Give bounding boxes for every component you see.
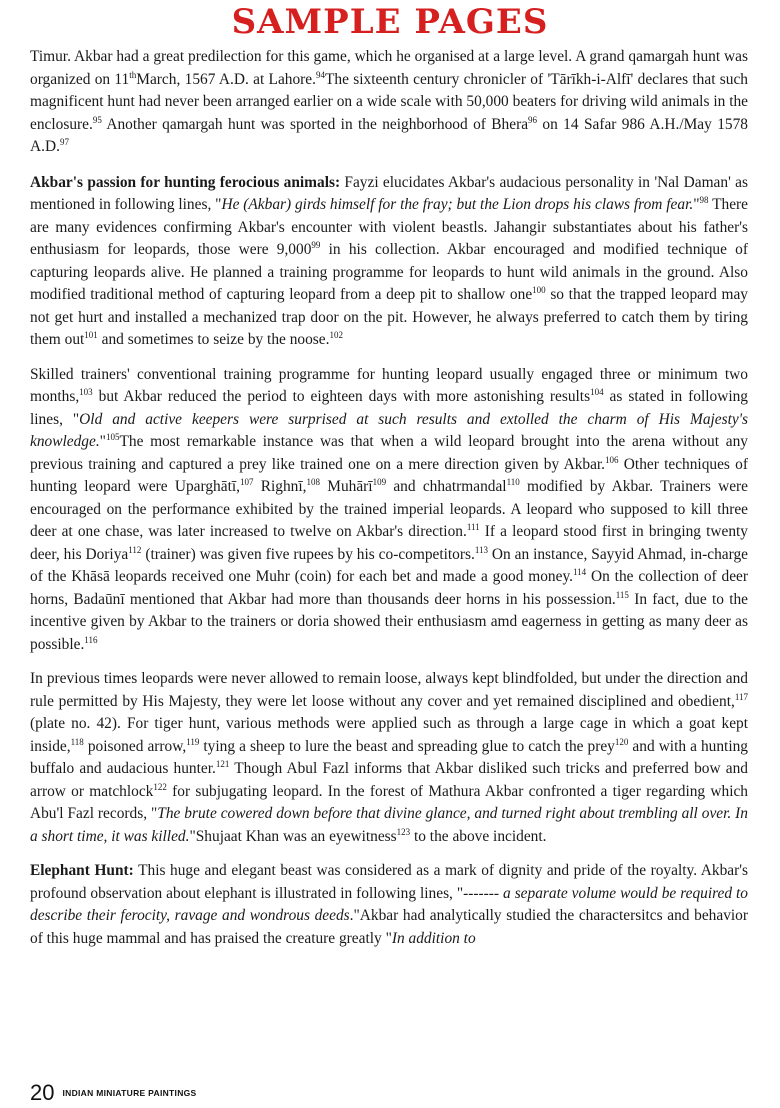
footnote-ref: 104 <box>590 386 604 397</box>
paragraph-tiger-hunt <box>30 668 748 848</box>
footnote-ref: 96 <box>528 114 538 125</box>
text-run: The most remarkable instance was that when a wild leopard brought into the arena without any previous training and captured a prey like trained one on a mere direction given by Akbar. <box>30 433 748 473</box>
footnote-ref: 98 <box>699 194 709 205</box>
text-run: Another qamargah hunt was sported in the neighborhood of Bhera <box>101 115 529 133</box>
section-lead: Elephant Hunt: <box>30 862 134 879</box>
footnote-ref: 106 <box>605 454 619 465</box>
section-lead: Akbar's passion for hunting ferocious animals: <box>30 173 341 191</box>
text-run: poisoned arrow, <box>83 737 187 755</box>
paragraph-elephant-hunt <box>30 860 748 950</box>
footnote-ref: 95 <box>92 114 102 125</box>
text-run: and with a hunting buffalo and audacious hunter. <box>30 737 748 777</box>
paragraph-leopard-training <box>30 364 748 657</box>
paragraph-qamargah-hunt <box>30 46 748 159</box>
ordinal-suffix: th <box>129 69 137 80</box>
footnote-ref: 110 <box>506 476 520 487</box>
footnote-ref: 105 <box>105 431 120 442</box>
text-run: tying a sheep to lure the beast and spreading glue to catch the prey <box>199 737 615 755</box>
text-run: In previous times leopards were never allowed to remain loose, always kept blindfolded, but under the direction and rule permitted by His Majesty, they were let loose without any cover and yet remained disciplined and obedient, <box>30 670 748 710</box>
text-run: In fact, due to the incentive given by Akbar to the trainers or doria showed their enthusiasm amd eagerness in getting as many deer as possible. <box>30 590 749 653</box>
footnote-ref: 120 <box>614 736 629 747</box>
sample-pages-banner: SAMPLE PAGES <box>231 2 549 42</box>
footnote-ref: 107 <box>239 476 254 487</box>
text-run: for subjugating leopard. In the forest of Mathura Akbar confronted a tiger regarding which Abu'l Fazl records, " <box>30 782 748 822</box>
footnote-ref: 121 <box>215 758 230 769</box>
text-run: but Akbar reduced the period to eighteen days with more astonishing results <box>92 388 591 405</box>
text-run: Skilled trainers' conventional training programme for hunting leopard usually engaged three or minimum two months, <box>30 365 748 405</box>
text-run: (plate no. 42). For tiger hunt, various methods were applied such as through a large cage in which a goat kept inside, <box>30 715 748 755</box>
text-run: The sixteenth century chronicler of 'Tārīkh-i-Alfī' declares that such magnificent hunt had never been arranged earlier on a wide scale with 50,000 beaters for driving wild animals in the enclosure. <box>30 70 749 133</box>
quotation: Old and active keepers were surprised at such results and extolled the charm of His Majesty's knowledge. <box>30 410 749 450</box>
quotation: The brute cowered down before that divine glance, and turned right about trembling all over. In a short time, it was killed. <box>30 805 748 845</box>
footnote-ref: 112 <box>128 544 142 555</box>
footnote-ref: 109 <box>372 476 387 487</box>
text-run: Righnī, <box>253 478 307 495</box>
running-book-title: INDIAN MINIATURE PAINTINGS <box>62 1088 197 1098</box>
text-run: " <box>693 196 700 213</box>
footnote-ref: 97 <box>59 136 69 147</box>
text-run: on 14 Safar 986 A.H./May 1578 A.D. <box>30 115 748 155</box>
text-run: so that the trapped leopard may not get hurt and installed a mechanized trap door on the pit. However, he always preferred to catch them by tiring them out <box>30 286 748 348</box>
text-run: Other techniques of hunting leopard were Uparghātī, <box>30 455 749 495</box>
footnote-ref: 101 <box>84 329 98 340</box>
text-run: There are many evidences confirming Akbar's encounter with violent beastls. Jahangir substantiates about his father's enthusiasm for leopards, those were 9,000 <box>30 196 748 258</box>
text-run: On the collection of deer horns, Badaūnī mentioned that Akbar had more than thousands deer horns in his possession. <box>30 568 749 608</box>
footnote-ref: 113 <box>474 544 489 555</box>
text-run: Muhārī <box>320 478 373 495</box>
footnote-ref: 103 <box>79 386 93 397</box>
text-run: ."Akbar had analytically studied the charactersitcs and behavior of this huge mammal and has praised the creature greatly " <box>30 907 748 947</box>
footnote-ref: 118 <box>70 736 84 747</box>
body-text <box>30 46 748 962</box>
text-run: If a leopard stood first in bringing twenty deer, his Doriya <box>30 523 748 563</box>
text-run: " <box>99 433 106 450</box>
text-run: (trainer) was given five rupees by his co-competitors. <box>141 545 475 563</box>
footnote-ref: 111 <box>466 521 480 532</box>
footnote-ref: 115 <box>615 589 629 600</box>
text-run: This huge and elegant beast was considered as a mark of dignity and pride of the royalty. Akbar's profound observation about elephant is illustrated in following lines, " <box>30 862 748 902</box>
footnote-ref: 100 <box>532 284 546 295</box>
text-run: March, 1567 A.D. at Lahore. <box>136 70 316 88</box>
paragraph-ferocious-animals <box>30 172 748 352</box>
text-run: Though Abul Fazl informs that Akbar disliked such tricks and preferred bow and arrow or matchlock <box>30 760 748 800</box>
text-run: and sometimes to seize by the noose. <box>97 331 330 348</box>
footnote-ref: 122 <box>153 781 167 792</box>
text-run: to the above incident. <box>410 827 547 845</box>
footnote-ref: 123 <box>396 826 411 837</box>
text-run: "Shujaat Khan was an eyewitness <box>189 827 397 845</box>
footnote-ref: 102 <box>329 329 343 340</box>
footnote-ref: 117 <box>734 691 748 702</box>
quotation: ------- a separate volume would be required to describe their ferocity, ravage and wondrous deeds <box>30 884 749 924</box>
text-run: as stated in following lines, " <box>30 388 748 428</box>
text-run: in his collection. Akbar encouraged and modified technique of capturing leopards alive. He planned a training programme for leopards to hunt wild animals in the ground. Also modified traditional method of capturing leopard from a deep pit to shallow one <box>30 241 748 303</box>
text-run: Timur. Akbar had a great predilection for this game, which he organised at a large level. A grand qamargah hunt was organized on 11 <box>30 48 748 88</box>
text-run: and chhatrmandal <box>386 478 507 495</box>
footnote-ref: 116 <box>84 634 98 645</box>
footnote-ref: 94 <box>315 69 325 80</box>
quotation: In addition to <box>391 929 476 947</box>
footnote-ref: 108 <box>306 476 320 487</box>
footnote-ref: 114 <box>573 566 587 577</box>
text-run: Fayzi elucidates Akbar's audacious personality in 'Nal Daman' as mentioned in following lines, " <box>30 173 748 213</box>
text-run: modified by Akbar. Trainers were encouraged on the performance exhibited by the trained imperial leopards. A leopard who supposed to kill three deer at one chase, was later increased to twelve on Akbar's direction. <box>30 478 749 540</box>
page-footer <box>30 1080 197 1104</box>
text-run: On an instance, Sayyid Ahmad, in-charge of the Khāsā leopards received one Muhr (coin) for each bet and made a good money. <box>30 545 748 585</box>
quotation: He (Akbar) girds himself for the fray; but the Lion drops his claws from fear. <box>221 196 694 213</box>
footnote-ref: 119 <box>186 736 200 747</box>
page-number: 20 <box>30 1080 55 1105</box>
footnote-ref: 99 <box>311 239 321 250</box>
